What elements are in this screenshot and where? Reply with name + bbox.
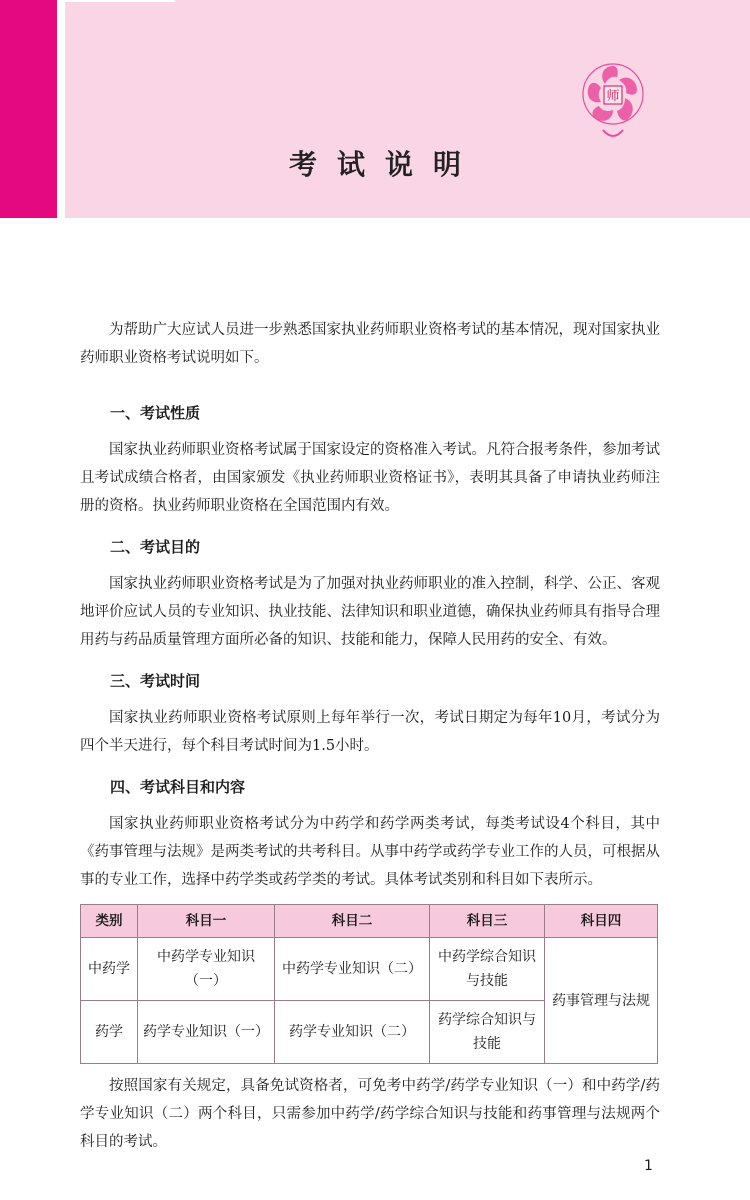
table-cell: 中药学专业知识（一） (138, 938, 275, 1001)
intro-paragraph: 为帮助广大应试人员进一步熟悉国家执业药师职业资格考试的基本情况，现对国家执业药师职业资格考试说明如下。 (80, 322, 660, 366)
table-header-row (81, 905, 658, 938)
section-text-purpose: 国家执业药师职业资格考试是为了加强对执业药师职业的准入控制，科学、公正、客观地评价应试人员的专业知识、执业技能、法律知识和职业道德，确保执业药师具有指导合理用药与药品质量管理方面所必备的知识、技能和能力，保障人民用药的安全、有效。 (80, 576, 660, 648)
table-cell: 药学 (81, 1001, 138, 1064)
header-band (65, 0, 750, 218)
table-row (81, 938, 658, 1001)
page-title: 考试说明 (288, 148, 481, 181)
exam-subjects-table (80, 904, 658, 1064)
logo-character: 师 (606, 89, 620, 104)
table-cell: 中药学 (81, 938, 138, 1001)
section-heading-time: 三、考试时间 (110, 672, 201, 690)
table-cell: 药学综合知识与技能 (430, 1001, 545, 1064)
section-heading-purpose: 二、考试目的 (110, 538, 201, 556)
table-cell: 药学专业知识（一） (138, 1001, 275, 1064)
section-text-subjects: 国家执业药师职业资格考试分为中药学和药学两类考试，每类考试设4个科目，其中《药事管理与法规》是两类考试的共考科目。从事中药学或药学专业工作的人员，可根据从事的专业工作，选择中药学类或药学类的考试。具体考试类别和科目如下表所示。 (80, 816, 660, 888)
side-accent-tab (0, 0, 57, 218)
header-category: 类别 (81, 905, 138, 938)
pharmacist-logo-icon (581, 60, 645, 148)
header-subject-4: 科目四 (545, 905, 658, 938)
section-heading-nature: 一、考试性质 (110, 404, 201, 422)
section-text-nature: 国家执业药师职业资格考试属于国家设定的资格准入考试。凡符合报考条件，参加考试且考试成绩合格者，由国家颁发《执业药师职业资格证书》，表明其具备了申请执业药师注册的资格。执业药师职业资格在全国范围内有效。 (80, 442, 660, 514)
page-number: 1 (644, 1158, 653, 1174)
header-subject-1: 科目一 (138, 905, 275, 938)
table-cell: 中药学专业知识（二） (275, 938, 430, 1001)
section-heading-subjects: 四、考试科目和内容 (110, 778, 246, 796)
closing-paragraph: 按照国家有关规定，具备免试资格者，可免考中药学/药学专业知识（一）和中药学/药学专业知识（二）两个科目，只需参加中药学/药学综合知识与技能和药事管理与法规两个科目的考试。 (80, 1078, 660, 1150)
table-cell: 中药学综合知识与技能 (430, 938, 545, 1001)
header-subject-3: 科目三 (430, 905, 545, 938)
document-body (80, 316, 660, 1156)
table-cell: 药学专业知识（二） (275, 1001, 430, 1064)
header-subject-2: 科目二 (275, 905, 430, 938)
shared-subject-cell: 药事管理与法规 (545, 938, 658, 1064)
section-text-time: 国家执业药师职业资格考试原则上每年举行一次，考试日期定为每年10月，考试分为四个半天进行，每个科目考试时间为1.5小时。 (80, 710, 660, 754)
